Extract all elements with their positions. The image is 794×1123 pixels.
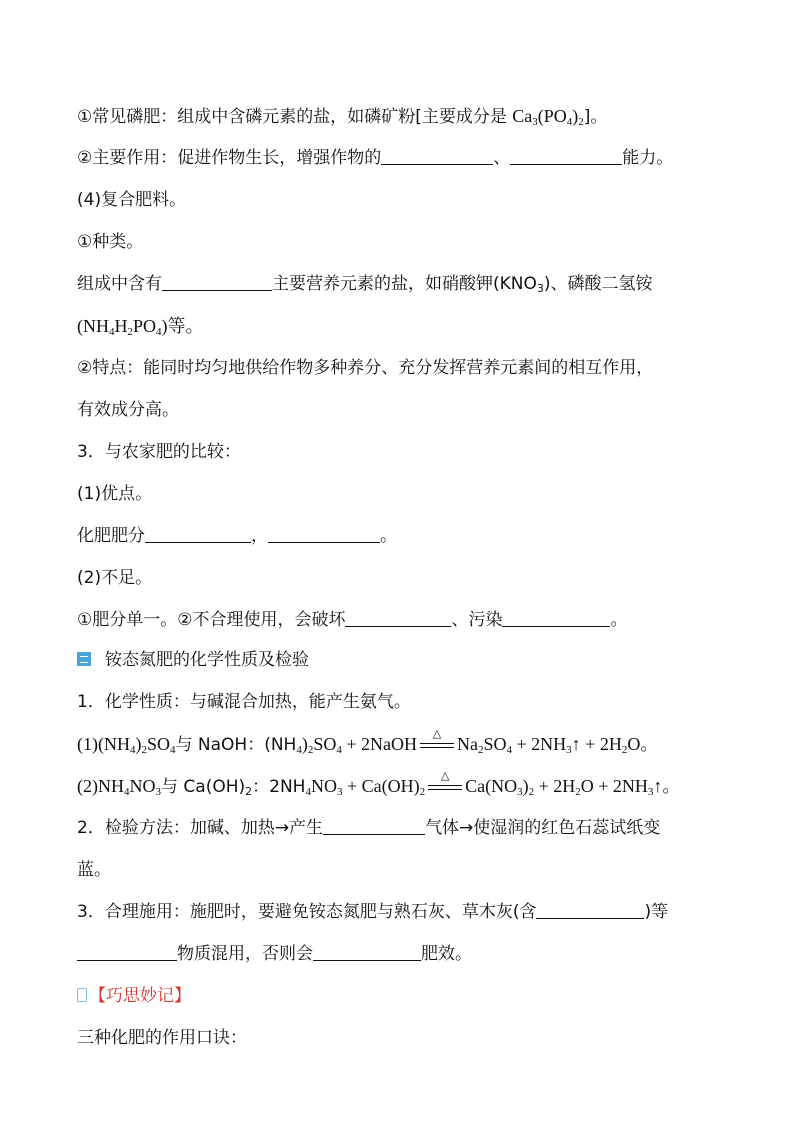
- text-line-types: ①种类。: [77, 232, 144, 252]
- text-line-comparison: 3．与农家肥的比较：: [77, 442, 241, 462]
- fill-blank[interactable]: [77, 943, 177, 961]
- heat-reaction-sign: △: [425, 776, 465, 794]
- text-line-test-method: 2．检验方法：加碱、加热→产生 气体→使湿润的红色石蕊试纸变: [77, 818, 661, 838]
- text-line-nh4h2po4: $(NH_4H_2PO_4)$等。: [77, 316, 204, 338]
- fill-blank[interactable]: [313, 943, 421, 961]
- fill-blank[interactable]: [536, 901, 644, 919]
- text-line-single-nutrient: ①肥分单一。②不合理使用，会破坏 、污染 。: [77, 610, 628, 630]
- bookmark-icon: [77, 988, 87, 1002]
- text-line-blue: 蓝。: [77, 860, 111, 880]
- text-line-composition: 组成中含有 主要营养元素的盐，如硝酸钾$(KNO_3)$、磷酸二氢铵: [77, 274, 653, 295]
- text-line-compound: (4)复合肥料。: [77, 190, 187, 210]
- text-line-advantages: (1)优点。: [77, 484, 153, 504]
- fill-blank[interactable]: [381, 147, 493, 165]
- text-line-application: 3．合理施用：施肥时，要避免铵态氮肥与熟石灰、草木灰(含 )等: [77, 902, 669, 922]
- equation-line-2: $(2)NH_4NO_3$与 $Ca(OH)_2$：$2NH_4NO_3 + Ca(OH)_2$ △ $Ca(NO_3)_2 + 2H_2O$ + $2NH_3↑$。: [77, 769, 681, 798]
- fill-blank[interactable]: [502, 609, 610, 627]
- text-line-features: ②特点：能同时均匀地供给作物多种养分、充分发挥营养元素间的相互作用，: [77, 358, 654, 378]
- fill-blank[interactable]: [162, 273, 272, 291]
- text-line-mnemonic: 三种化肥的作用口诀：: [77, 1028, 247, 1048]
- fill-blank[interactable]: [268, 525, 380, 543]
- fill-blank[interactable]: [145, 525, 251, 543]
- heat-reaction-sign: △: [417, 734, 457, 752]
- fill-blank[interactable]: [345, 609, 451, 627]
- text-line-effective: 有效成分高。: [77, 400, 179, 420]
- text-line-disadvantages: (2)不足。: [77, 568, 153, 588]
- text-line-main-function: ②主要作用：促进作物生长，增强作物的 、 能力。: [77, 148, 674, 168]
- fill-blank[interactable]: [323, 817, 425, 835]
- tip-heading: 【巧思妙记】: [77, 984, 191, 1008]
- equation-line-1: $(1)(NH_4)_2SO_4$与 NaOH：$(NH_4)_2SO_4$ + 2NaOH △ $Na_2SO_4$ + $2NH_3↑ + 2H_2O$。: [77, 727, 659, 756]
- list-icon: [77, 652, 91, 666]
- section-heading: 铵态氮肥的化学性质及检验: [77, 648, 309, 672]
- fill-blank[interactable]: [510, 147, 622, 165]
- text-line-phosphate: ①常见磷肥：组成中含磷元素的盐，如磷矿粉[主要成分是 $Ca_3(PO_4)_2$]。: [77, 106, 608, 128]
- text-line-mixing: 物质混用，否则会 肥效。: [77, 942, 472, 966]
- text-line-fertilizer-content: 化肥肥分 ， 。: [77, 526, 397, 546]
- text-line-chem-properties: 1．化学性质：与碱混合加热，能产生氨气。: [77, 692, 411, 712]
